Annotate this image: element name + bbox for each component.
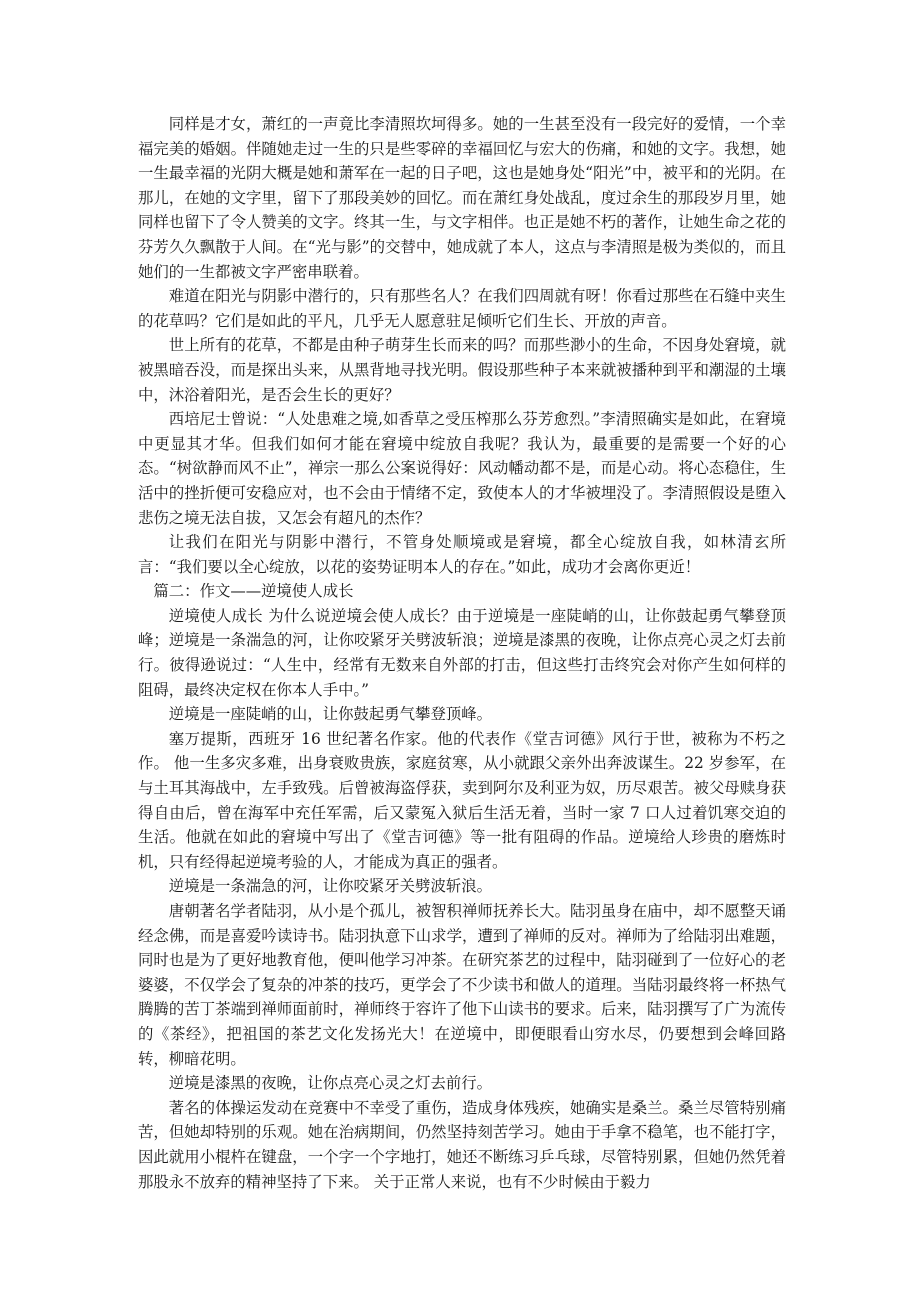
paragraph-5: 让我们在阳光与阴影中潜行，不管身处顺境或是窘境，都全心绽放自我，如林清玄所言：“我们要以全心绽放，以花的姿势证明本人的存在。”如此，成功才会离你更近！ <box>138 533 786 576</box>
paragraph-13: 著名的体操运发动在竞赛中不幸受了重伤，造成身体残疾，她确实是桑兰。桑兰尽管特别痛苦，但她却特别的乐观。她在治病期间，仍然坚持刻苦学习。她由于手拿不稳笔，也不能打字，因此就用小棍杵在键盘，一个字一个字地打，她还不断练习乒乓球，尽管特别累，但她仍然凭着那股永不放弃的精神坚持了下来。 关于正常人来说，也有不少时候由于毅力 <box>138 1098 786 1191</box>
paragraph-9: 塞万提斯，西班牙 16 世纪著名作家。他的代表作《堂吉诃德》风行于世，被称为不朽之作。 他一生多灾多难，出身衰败贵族，家庭贫寒，从小就跟父亲外出奔波谋生。22 岁参军，在与土耳其海战中，左手致残。后曾被海盗俘获，卖到阿尔及利亚为奴，历尽艰苦。被父母赎身获得自由后，曾在海军中充任军需，后又蒙冤入狱后生活无着，当时一家 7 口人过着饥寒交迫的生活。他就在如此的窘境中写出了《堂吉诃德》等一批有阻碍的作品。逆境给人珍贵的磨炼时机，只有经得起逆境考验的人，才能成为真正的强者。 <box>138 729 786 871</box>
paragraph-4: 西培尼士曾说：“人处患难之境,如香草之受压榨那么芬芳愈烈。”李清照确实是如此，在窘境中更显其才华。但我们如何才能在窘境中绽放自我呢？我认为，最重要的是需要一个好的心态。“树欲静而风不止”，禅宗一那么公案说得好：风动幡动都不是，而是心动。将心态稳住，生活中的挫折便可安稳应对，也不会由于情绪不定，致使本人的才华被埋没了。李清照假设是堕入悲伤之境无法自拔，又怎会有超凡的杰作？ <box>138 410 786 527</box>
paragraph-1: 同样是才女，萧红的一声竟比李清照坎坷得多。她的一生甚至没有一段完好的爱情，一个幸福完美的婚姻。伴随她走过一生的只是些零碎的幸福回忆与宏大的伤痛，和她的文字。我想，她一生最幸福的光阴大概是她和萧军在一起的日子吧，这也是她身处“阳光”中，被平和的光阴。在那儿，在她的文字里，留下了那段美妙的回忆。而在萧红身处战乱，度过余生的那段岁月里，她同样也留下了令人赞美的文字。终其一生，与文字相伴。也正是她不朽的著作，让她生命之花的芬芳久久飘散于人间。在“光与影”的交替中，她成就了本人，这点与李清照是极为类似的，而且她们的一生都被文字严密串联着。 <box>138 115 786 281</box>
paragraph-12: 逆境是漆黑的夜晚，让你点亮心灵之灯去前行。 <box>168 1074 493 1093</box>
paragraph-3: 世上所有的花草，不都是由种子萌芽生长而来的吗？而那些渺小的生命，不因身处窘境，就被黑暗吞没，而是探出头来，从黑背地寻找光明。假设那些种子本来就被播种到平和潮湿的土壤中，沐浴着阳光，是否会生长的更好？ <box>138 336 786 404</box>
document-page <box>138 112 786 1194</box>
section-heading: 篇二：作文——逆境使人成长 <box>153 582 354 601</box>
paragraph-7: 逆境使人成长 为什么说逆境会使人成长？由于逆境是一座陡峭的山，让你鼓起勇气攀登顶峰；逆境是一条湍急的河，让你咬紧牙关劈波斩浪；逆境是漆黑的夜晚，让你点亮心灵之灯去前行。彼得逊说过：“人生中，经常有无数来自外部的打击，但这些打击终究会对你产生如何样的阻碍，最终决定权在你本人手中。” <box>138 606 786 699</box>
paragraph-2: 难道在阳光与阴影中潜行的，只有那些名人？在我们四周就有呀！你看过那些在石缝中夹生的花草吗？它们是如此的平凡，几乎无人愿意驻足倾听它们生长、开放的声音。 <box>138 287 786 330</box>
paragraph-8: 逆境是一座陡峭的山，让你鼓起勇气攀登顶峰。 <box>168 705 493 724</box>
paragraph-10: 逆境是一条湍急的河，让你咬紧牙关劈波斩浪。 <box>168 877 493 896</box>
paragraph-11: 唐朝著名学者陆羽，从小是个孤儿，被智积禅师抚养长大。陆羽虽身在庙中，却不愿整天诵经念佛，而是喜爱吟读诗书。陆羽执意下山求学，遭到了禅师的反对。禅师为了给陆羽出难题，同时也是为了更好地教育他，便叫他学习冲茶。在研究茶艺的过程中，陆羽碰到了一位好心的老婆婆，不仅学会了复杂的冲茶的技巧，更学会了不少读书和做人的道理。当陆羽最终将一杯热气腾腾的苦丁茶端到禅师面前时，禅师终于容许了他下山读书的要求。后来，陆羽撰写了广为流传的《茶经》，把祖国的茶艺文化发扬光大！在逆境中，即便眼看山穷水尽，仍要想到会峰回路转，柳暗花明。 <box>138 902 786 1068</box>
